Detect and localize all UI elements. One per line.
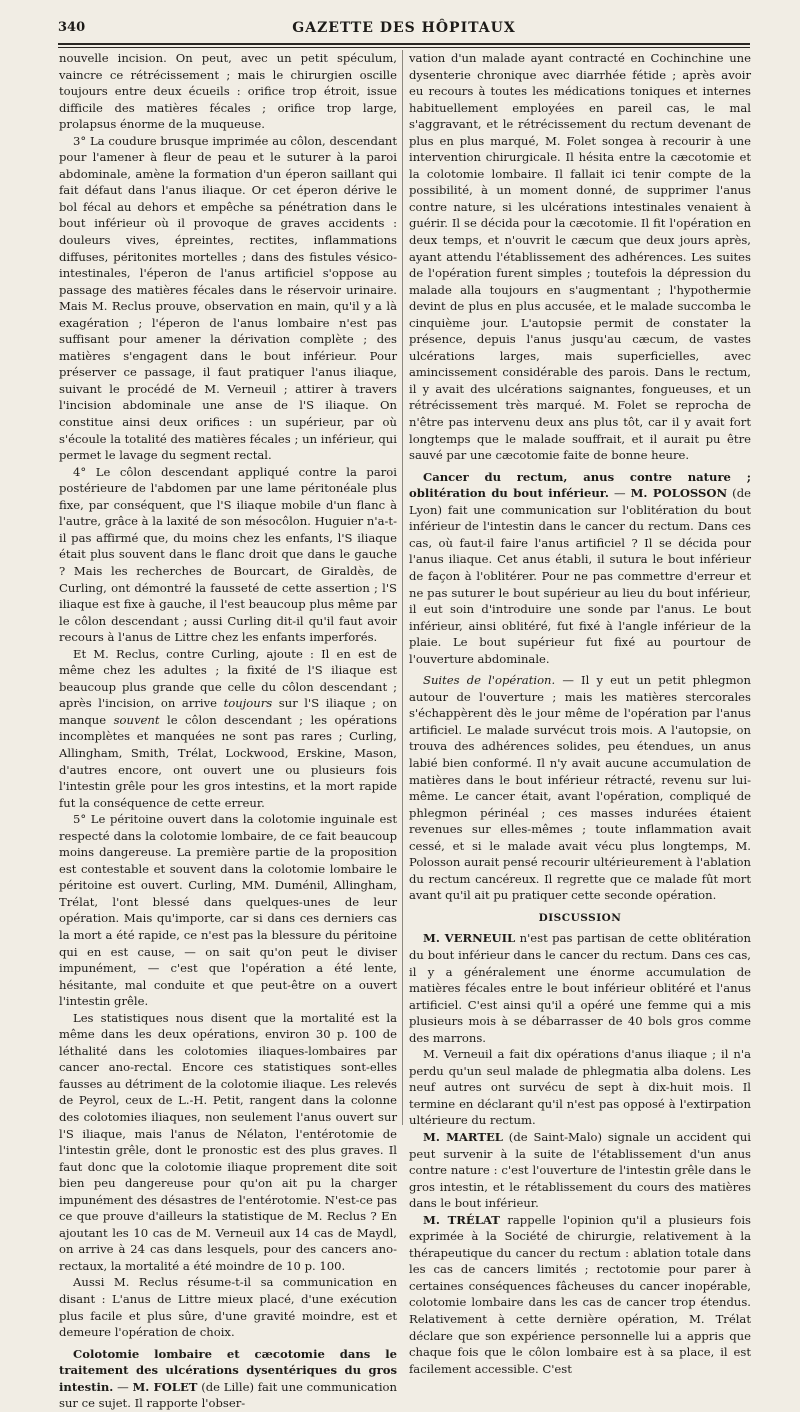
paragraph: M. Verneuil a fait dix opérations d'anus iliaque ; il n'a perdu qu'un seul malade de phlegmatia alba dolens. Les neuf autres ont survécu de sept à dix-huit mois. Il termine en déclarant qu'il n'est pas opposé à l'extirpation ultérieure du rectum. [409, 1047, 751, 1128]
paragraph [409, 1129, 751, 1212]
speaker-name: M. FOLET [132, 1379, 198, 1394]
paragraph [409, 930, 751, 1046]
text-run: — Il y eut un petit phlegmon autour de l'ouverture ; mais les matières stercorales s'échappèrent dès le jour même de l'opération par l'anus artificiel. Le malade survécut trois mois. A l'autopsie, on trouva des adhérences solides, peu étendues, un anus labié bien conformé. Il n'y avait aucune accumulation de matières dans le bout inférieur rétracté, revenu sur lui-même. Le cancer était, avant l'opération, compliqué de phlegmon périnéal ; ces masses indurées étaient revenues sur elles-mêmes ; toute inflammation avait cessé, et si le malade avait vécu plus longtemps, M. Polosson aurait pensé recourir ultérieurement à l'ablation du rectum cancéreux. Il regrette que ce malade fût mort avant qu'il ait pu pratiquer cette seconde opération. [409, 673, 751, 903]
text-run: (de Lyon) fait une communication sur l'oblitération du bout inférieur de l'intestin dans le cancer du rectum. Dans ces cas, où faut-il faire l'anus artificiel ? Il se décida pour l'anus iliaque. Cet anus établi, il sutura le bout inférieur de façon à l'oblitérer. Pour ne pas commettre d'erreur et ne pas suturer le bout supérieur au lieu du bout inférieur, il eut soin d'introduire une sonde par l'anus. Le bout inférieur, ainsi oblitéré, fut fixé à l'angle inférieur de la plaie. Le bout supérieur fut fixé au pourtour de l'ouverture abdominale. [409, 486, 751, 666]
text-run: le côlon descendant ; les opérations incomplètes et manquées ne sont pas rares ; Curling, Allingham, Smith, Trélat, Lockwood, Erskine, Mason, d'autres encore, ont ouvert une ou plusieurs fois l'intestin grêle pour les gros intestins, et la mort rapide fut la conséquence de cette erreur. [59, 712, 398, 810]
speaker-name: M. MARTEL [423, 1130, 503, 1144]
paragraph: nouvelle incision. On peut, avec un petit spéculum, vaincre ce rétrécissement ; mais le chirurgien oscille toujours entre deux écueils : orifice trop étroit, issue difficile des matières fécales ; orifice trop large, prolapsus énorme de la muqueuse. [59, 51, 397, 132]
paragraph [409, 1212, 751, 1377]
header-rule-thick [58, 43, 750, 45]
page-header [58, 20, 750, 42]
paragraph [409, 672, 751, 904]
paragraph: Aussi M. Reclus résume-t-il sa communication en disant : L'anus de Littre mieux placé, d'une exécution plus facile et plus sûre, d'une gravité moindre, est et demeure l'opération de choix. [59, 1275, 397, 1340]
paragraph [59, 646, 397, 811]
running-title: GAZETTE DES HÔPITAUX [292, 20, 516, 36]
section-heading: Colotomie lombaire et cæcotomie dans le traitement des ulcérations dysentériques du gros intestin. [59, 1346, 397, 1394]
right-column [409, 50, 752, 1376]
text-run: n'est pas partisan de cette oblitération du bout inférieur dans le cancer du rectum. Dans ces cas, il y a généralement une énorme accumulation de matières fécales entre le bout inférieur oblitéré et l'anus artificiel. C'est ainsi qu'il a opéré une femme qui a mis plusieurs mois à se débarrasser de 40 bols gros comme des marrons. [409, 931, 752, 1045]
italic-text: souvent [113, 712, 160, 727]
speaker-name: M. POLOSSON [630, 486, 728, 501]
speaker-name: M. VERNEUIL [423, 931, 516, 946]
paragraph: Cancer du rectum, anus contre nature ; oblitération du bout inférieur. — M. POLOSSON (de Lyon) fait une communication sur l'oblitération du bout inférieur de l'intestin dans le cancer du rectum. Dans ces cas, où faut-il faire l'anus artificiel ? Il se décida pour l'anus iliaque. Cet anus établi, il sutura le bout inférieur de façon à l'oblitérer. Pour ne pas commettre d'erreur et ne pas suturer le bout supérieur au lieu du bout inférieur, il eut soin d'introduire une sonde par l'anus. Le bout inférieur, ainsi oblitéré, fut fixé à l'angle inférieur de la plaie. Le bout supérieur fut fixé au pourtour de l'ouverture abdominale. [409, 469, 751, 666]
paragraph: 5° Le péritoine ouvert dans la colotomie inguinale est respecté dans la colotomie lombaire, de ce fait beaucoup moins dangereuse. La première partie de la proposition est contestable et souvent dans la colotomie lombaire le péritoine est ouvert. Curling, MM. Duménil, Allingham, Trélat, l'ont blessé dans quelques-unes de leur opération. Mais qu'importe, car si dans ces derniers cas la mort a été rapide, ce n'est pas la blessure du péritoine qui en est cause, — on sait qu'on peut le diviser impunément, — c'est que l'opération a été lente, hésitante, mal conduite et que peut-être on a ouvert l'intestin grêle. [59, 812, 397, 1009]
paragraph: vation d'un malade ayant contracté en Cochinchine une dysenterie chronique avec diarrhée fétide ; après avoir eu recours à toutes les médications toniques et internes habituellement employées en pareil cas, le mal s'aggravant, et le rétrécissement du rectum devenant de plus en plus marqué, M. Folet songea à recourir à une intervention chirurgicale. Il hésita entre la cæcotomie et la colotomie lombaire. Il fallait ici tenir compte de la possibilité, à un moment donné, de supprimer l'anus contre nature, si les ulcérations intestinales venaient à guérir. Il se décida pour la cæcotomie. Il fit l'opération en deux temps, et n'ouvrit le cæcum que deux jours après, ayant attendu l'établissement des adhérences. Les suites de l'opération furent simples ; toutefois la dépression du malade alla toujours en s'augmentant ; l'hypothermie devint de plus en plus accusée, et le malade succomba le cinquième jour. L'autopsie permit de constater la présence, depuis l'anus jusqu'au cæcum, de vastes ulcérations larges, mais superficielles, avec amincissement considérable des parois. Dans le rectum, il y avait des ulcérations saignantes, fongueuses, et un rétrécissement très marqué. M. Folet se reprocha de n'être pas intervenu deux ans plus tôt, car il y avait fort longtemps que le malade souffrait, et il aurait pu être sauvé par une cæcotomie faite de bonne heure. [409, 51, 751, 463]
header-rule-thin [58, 47, 750, 48]
discussion-heading: DISCUSSION [538, 911, 622, 924]
text-run: sur l'S iliaque ; on manque [59, 696, 397, 727]
speaker-name: M. TRÉLAT [423, 1212, 500, 1227]
italic-text: toujours [223, 696, 273, 711]
paragraph: Les statistiques nous disent que la mortalité est la même dans les deux opérations, environ 30 p. 100 de léthalité dans les colotomies iliaques-lombaires par cancer ano-rectal. Encore ces statistiques sont-elles fausses au détriment de la colotomie iliaque. Les relevés de Peyrol, ceux de L.-H. Petit, rangent dans la colonne des colotomies iliaques, non seulement l'anus ouvert sur l'S iliaque, mais l'anus de Nélaton, l'entérotomie de l'intestin grêle, dont le pronostic est des plus graves. Il faut donc que la colotomie iliaque proprement dite soit bien peu dangereuse pour qu'on ait pu la charger impunément des désastres de l'entérotomie. N'est-ce pas ce que prouve d'ailleurs la statistique de M. Reclus ? En ajoutant les 10 cas de M. Verneuil aux 14 cas de Maydl, on arrive à 24 cas dans lesquels, pour des cancers ano-rectaux, la mortalité a été moindre de 10 p. 100. [59, 1010, 397, 1273]
paragraph: 3° La coudure brusque imprimée au côlon, descendant pour l'amener à fleur de peau et le suturer à la paroi abdominale, amène la formation d'un éperon saillant qui fait défaut dans l'anus iliaque. Or cet éperon dérive le bol fécal au dehors et empêche sa pénétration dans le bout inférieur où il provoque de graves accidents : douleurs vives, épreintes, rectites, inflammations diffuses, péritonites mortelles ; dans des fistules vésico-intestinales, l'éperon de l'anus artificiel s'oppose au passage des matières fécales dans le réservoir urinaire. Mais M. Reclus prouve, observation en main, qu'il y a là exagération ; l'éperon de l'anus lombaire n'est pas suffisant pour amener la dérivation complète ; des matières s'engagent dans le bout inférieur. Pour préserver ce passage, il faut pratiquer l'anus iliaque, suivant le procédé de M. Verneuil ; attirer à travers l'incision abdominale une anse de l'S iliaque. On constitue ainsi deux orifices : un supérieur, par où s'écoule la totalité des matières fécales ; un inférieur, qui permet le lavage du segment rectal. [59, 133, 397, 463]
text-run: (de Lille) fait une communication sur ce sujet. Il rapporte l'obser- [59, 1379, 397, 1411]
paragraph: Colotomie lombaire et cæcotomie dans le traitement des ulcérations dysentériques du gros intestin. — M. FOLET (de Lille) fait une communication sur ce sujet. Il rapporte l'obser- [59, 1346, 397, 1411]
text-run: (de Saint-Malo) signale un accident qui peut survenir à la suite de l'établissement d'un anus contre nature : c'est l'ouverture de l'intestin grêle dans le gros intestin, et le rétablissement du cours des matières dans le bout inférieur. [409, 1130, 751, 1211]
subheading: Suites de l'opération. [423, 673, 556, 688]
column-divider [402, 50, 403, 1125]
text-run: Et M. Reclus, contre Curling, ajoute : Il en est de même chez les adultes ; la fixité de l'S iliaque est beaucoup plus grande que celle du côlon descendant ; après l'incision, on arrive [59, 646, 397, 711]
page-number: 340 [58, 20, 86, 35]
paragraph: 4° Le côlon descendant appliqué contre la paroi postérieure de l'abdomen par une lame péritonéale plus fixe, par conséquent, que l'S iliaque mobile d'un flanc à l'autre, grâce à la laxité de son mésocôlon. Huguier n'a-t-il pas affirmé que, du moins chez les enfants, l'S iliaque était plus souvent dans le flanc droit que dans le gauche ? Mais les recherches de Bourcart, de Giraldès, de Curling, ont démontré la fausseté de cette assertion ; l'S iliaque est fixe à gauche, il l'est beaucoup plus même par le côlon descendant ; aussi Curling dit-il qu'il faut avoir recours à l'anus de Littre chez les enfants imperforés. [59, 464, 397, 645]
section-heading: Cancer du rectum, anus contre nature ; oblitération du bout inférieur. [409, 469, 751, 501]
text-run: rappelle l'opinion qu'il a plusieurs fois exprimée à la Société de chirurgie, relativement à la thérapeutique du cancer du rectum : ablation totale dans les cas de cancers limités ; rectotomie pour parer à certaines conséquences fâcheuses du cancer inopérable, colotomie lombaire dans les cas de cancer trop étendus. Relativement à cette dernière opération, M. Trélat déclare que son expérience personnelle lui a appris que chaque fois que le côlon lombaire est à sa place, il est facilement accessible. C'est [409, 1212, 751, 1376]
left-column [59, 50, 398, 1411]
